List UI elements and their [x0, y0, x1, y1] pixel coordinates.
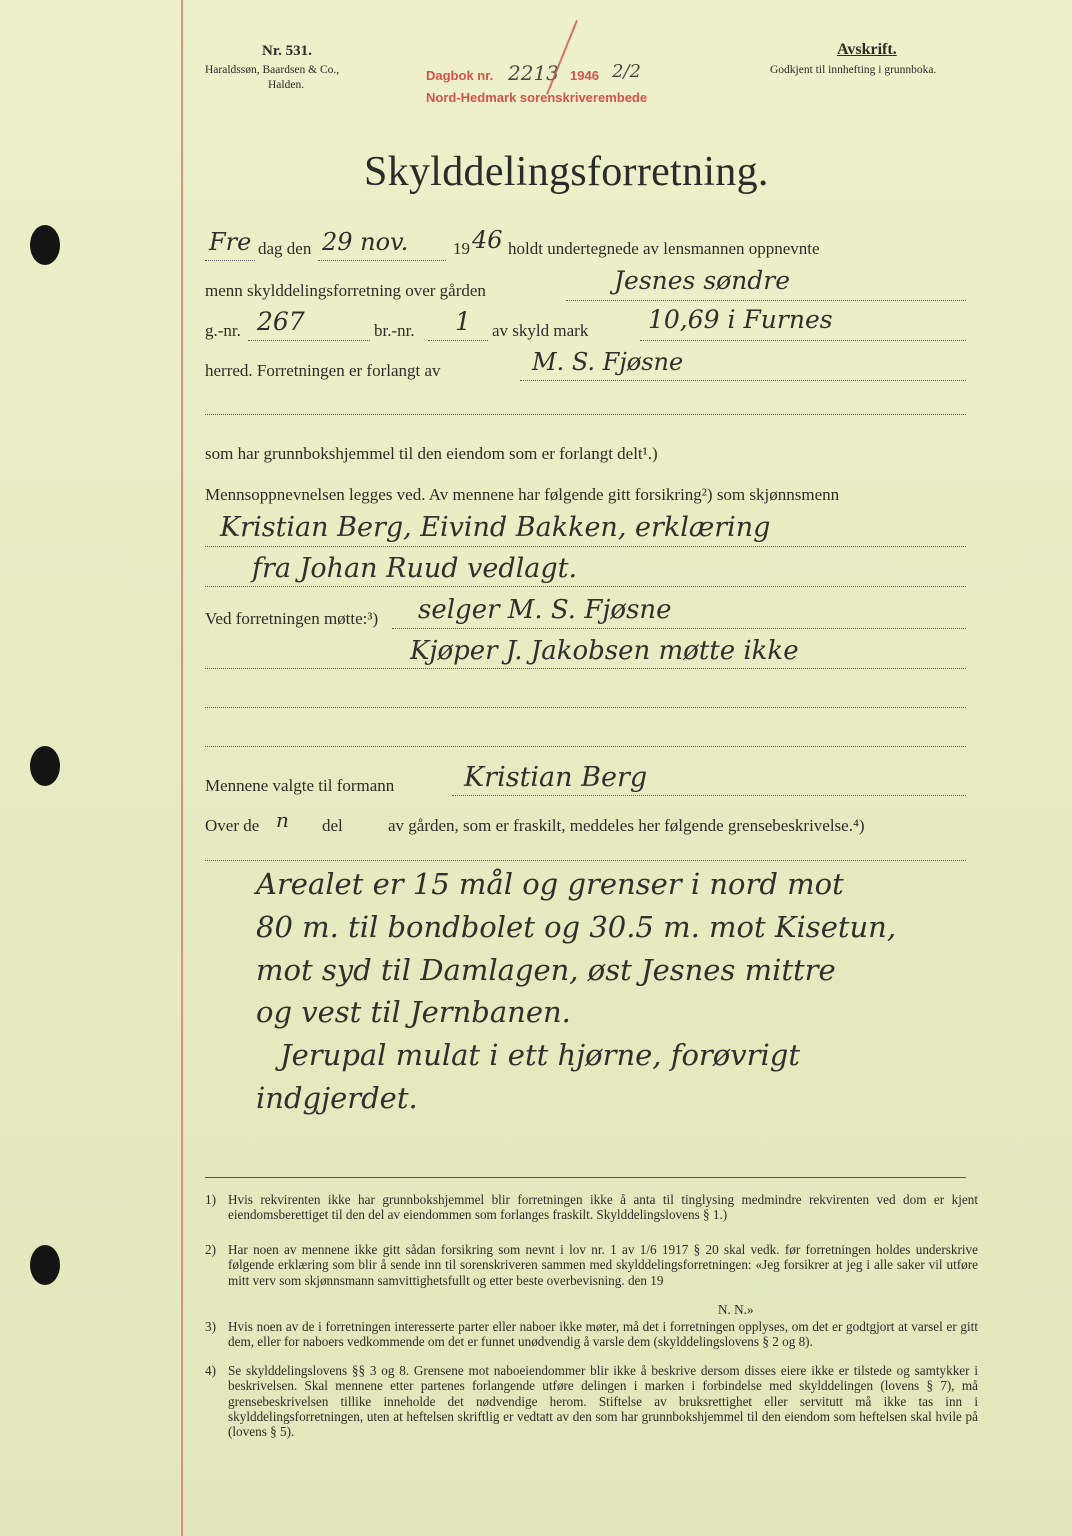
stamp-office: Nord-Hedmark sorenskriverembede: [426, 90, 648, 105]
punch-hole: [30, 746, 60, 786]
formann-hw: Kristian Berg: [464, 762, 648, 793]
footnote-text: N. N.»: [718, 1302, 754, 1317]
footnote-text: Har noen av mennene ikke gitt sådan forsikring som nevnt i lov nr. 1 av 1/6 1917 § 20 skal vedk. før forretningen holdes underskrive følgende erklæring som blir å sende inn til sorenskriveren sammen med skylddelingsforretningen: «Jeg forsikrer at jeg i alle saker vil utføre mitt verv som skjønnsmann samvittighetsfullt og etter beste overbevisning. den 19: [228, 1242, 978, 1288]
label-dag-den: dag den: [258, 239, 312, 258]
gnr-hw: 267: [257, 307, 305, 336]
footnote-number: 2): [205, 1242, 216, 1257]
year-hw: 46: [472, 226, 503, 254]
label-menn: menn skylddelingsforretning over gården: [205, 281, 486, 300]
label-skyld: av skyld mark: [492, 321, 589, 340]
requester-hw: M. S. Fjøsne: [532, 348, 684, 376]
label-gnr: g.-nr.: [205, 321, 241, 340]
blank-line: [205, 860, 966, 861]
blank-line: [205, 546, 966, 547]
weekday-hw: Fre: [209, 228, 252, 256]
grense-hw-2: 80 m. til bondbolet og 30.5 m. mot Kisetun,: [256, 910, 897, 944]
blank-line: [520, 380, 966, 381]
blank-line: [452, 795, 966, 796]
footnote-number: 1): [205, 1192, 216, 1207]
publisher-line: Haraldssøn, Baardsen & Co.,: [205, 64, 340, 76]
label-herred: herred. Forretningen er forlangt av: [205, 361, 441, 380]
godkjent-note: Godkjent til innhefting i grunnboka.: [770, 64, 937, 76]
grense-hw-1: Arealet er 15 mål og grenser i nord mot: [256, 867, 844, 901]
forsikring-hw-2: fra Johan Ruud vedlagt.: [252, 553, 578, 584]
blank-line: [205, 586, 966, 587]
footnote-text: Hvis noen av de i forretningen interesserte parter eller naboer ikke møter, må det i forretningen opplyses, om det er godtgjort at varsel er gitt dem, eller for naboers vedkommende om det er funnet unødvendig å varsle dem (skylddelingslovens § 2 og 8).: [228, 1319, 978, 1350]
margin-line: [181, 0, 183, 1536]
page-title: Skylddelingsforretning.: [364, 149, 769, 195]
forsikring-hw-1: Kristian Berg, Eivind Bakken, erklæring: [220, 512, 771, 543]
blank-line: [566, 300, 966, 301]
stamp-year: 1946: [570, 68, 599, 83]
motte-hw-2: Kjøper J. Jakobsen møtte ikke: [410, 636, 799, 666]
label-over-de: Over de: [205, 816, 260, 835]
blank-line: [248, 340, 370, 341]
publisher-city: Halden.: [268, 79, 305, 91]
label-grensebeskrivelse: av gården, som er fraskilt, meddeles her følgende grensebeskrivelse.⁴): [388, 816, 865, 835]
stamp-date: 2/2: [612, 61, 641, 82]
label-mennsoppnevnelsen: Mennsoppnevnelsen legges ved. Av mennene har følgende gitt forsikring²) som skjønnsmenn: [205, 485, 840, 504]
blank-line: [205, 707, 966, 708]
footnote-text: Se skylddelingslovens §§ 3 og 8. Grensene mot naboeiendommer blir ikke å beskrive dersom disses eiere ikke er tilstede og samtykker i beskrivelsen. Skal mennene etter partenes forlangende utføre delingen i marken i forbindelse med skylddelingen (lovens § 7), må grensebeskrivelsen tillike inneholde det nødvendige herom. Stiftelse av bruksrettighet eller servitutt må ikke tas inn i skylddelingsforretningen, uten at heftelsen skriftlig er vedtatt av den som har grunnbokshjemmel til den eiendom som heftelsen skal hvile på (lovens § 5).: [228, 1363, 978, 1440]
blank-line: [205, 260, 255, 261]
footnote-divider: [205, 1177, 966, 1178]
farm-name-hw: Jesnes søndre: [614, 266, 791, 295]
stamp-dagbok-label: Dagbok nr.: [426, 68, 494, 83]
label-brnr: br.-nr.: [374, 321, 415, 340]
blank-line: [318, 260, 446, 261]
avskrift-label: Avskrift.: [837, 41, 897, 58]
blank-line: [205, 414, 966, 415]
grense-hw-3: mot syd til Damlagen, øst Jesnes mittre: [256, 953, 836, 987]
blank-line: [205, 746, 966, 747]
label-motte: Ved forretningen møtte:³): [205, 609, 379, 628]
punch-hole: [30, 225, 60, 265]
label-grunnbok: som har grunnbokshjemmel til den eiendom som er forlangt delt¹.): [205, 444, 658, 463]
blank-line: [392, 628, 966, 629]
blank-line: [428, 340, 488, 341]
footnote-text: Hvis rekvirenten ikke har grunnbokshjemmel blir forretningen ikke å anta til tinglysing medmindre rekvirenten ved dom er kjent eiendomsberettiget til den del av eiendommen som forlanges fraskilt. Skylddelingslovens § 1.): [228, 1192, 978, 1223]
over-de-hw: n: [276, 808, 289, 832]
label-formann: Mennene valgte til formann: [205, 776, 395, 795]
grense-hw-4: og vest til Jernbanen.: [256, 995, 571, 1029]
grense-hw-5: Jerupal mulat i ett hjørne, forøvrigt: [280, 1038, 800, 1072]
punch-hole: [30, 1245, 60, 1285]
grense-hw-6: indgjerdet.: [256, 1081, 418, 1115]
blank-line: [640, 340, 966, 341]
stamp-dagbok-number: 2213: [508, 61, 559, 85]
label-del: del: [322, 816, 343, 835]
footnote-number: 4): [205, 1363, 216, 1378]
label-holdt: holdt undertegnede av lensmannen oppnevnte: [508, 239, 820, 258]
footnote-number: 3): [205, 1319, 216, 1334]
date-hw: 29 nov.: [322, 228, 409, 256]
motte-hw-1: selger M. S. Fjøsne: [418, 595, 672, 625]
brnr-hw: 1: [455, 307, 471, 336]
form-number: Nr. 531.: [262, 43, 312, 59]
skyld-hw: 10,69 i Furnes: [648, 305, 833, 334]
label-19: 19: [453, 239, 470, 258]
blank-line: [205, 668, 966, 669]
